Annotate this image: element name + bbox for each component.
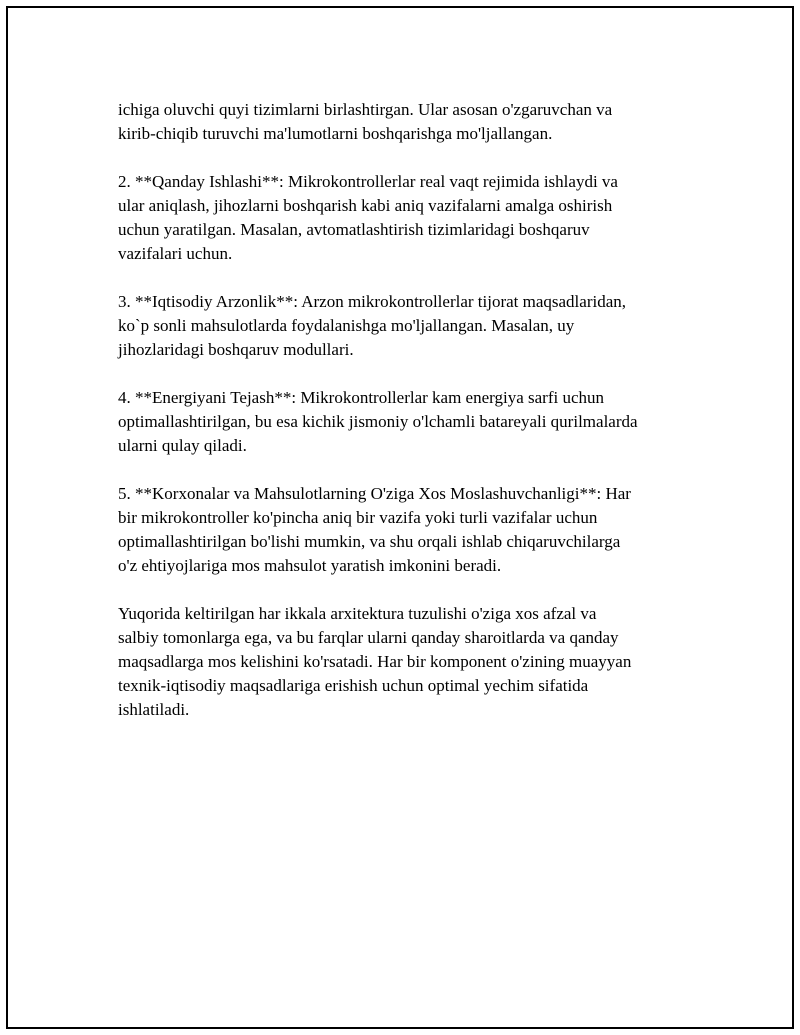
paragraph-conclusion: Yuqorida keltirilgan har ikkala arxitektura tuzulishi o'ziga xos afzal va salbiy tomonlarga ega, va bu farqlar ularni qanday sharoitlarda va qanday maqsadlarga mos kelishini ko'rsatadi. Har bir komponent o'zining muayyan texnik-iqtisodiy maqsadlariga erishish uchun optimal yechim sifatida ishlatiladi. [118, 604, 632, 719]
document-body [118, 98, 698, 746]
paragraph-item-3: 3. **Iqtisodiy Arzonlik**: Arzon mikrokontrollerlar tijorat maqsadlaridan, ko`p sonli mahsulotlarda foydalanishga mo'ljallangan. Masalan, uy jihozlaridagi boshqaruv modullari. [118, 292, 627, 359]
paragraph-item-5: 5. **Korxonalar va Mahsulotlarning O'ziga Xos Moslashuvchanligi**: Har bir mikrokontroller ko'pincha aniq bir vazifa yoki turli vazifalar uchun optimallashtirilgan bo'lishi mumkin, va shu orqali ishlab chiqaruvchilarga o'z ehtiyojlariga mos mahsulot yaratish imkonini beradi. [118, 484, 631, 575]
paragraph-item-2: 2. **Qanday Ishlashi**: Mikrokontrollerlar real vaqt rejimida ishlaydi va ular aniqlash, jihozlarni boshqarish kabi aniq vazifalarni amalga oshirish uchun yaratilgan. Masalan, avtomatlashtirish tizimlaridagi boshqaruv vazifalari uchun. [118, 172, 618, 263]
paragraph-intro: ichiga oluvchi quyi tizimlarni birlashtirgan. Ular asosan o'zgaruvchan va kirib-chiqib turuvchi ma'lumotlarni boshqarishga mo'ljallangan. [118, 100, 613, 143]
paragraph-item-4: 4. **Energiyani Tejash**: Mikrokontrollerlar kam energiya sarfi uchun optimallashtirilgan, bu esa kichik jismoniy o'lchamli batareyali qurilmalarda ularni qulay qiladi. [118, 388, 638, 455]
document-page [6, 6, 794, 1029]
